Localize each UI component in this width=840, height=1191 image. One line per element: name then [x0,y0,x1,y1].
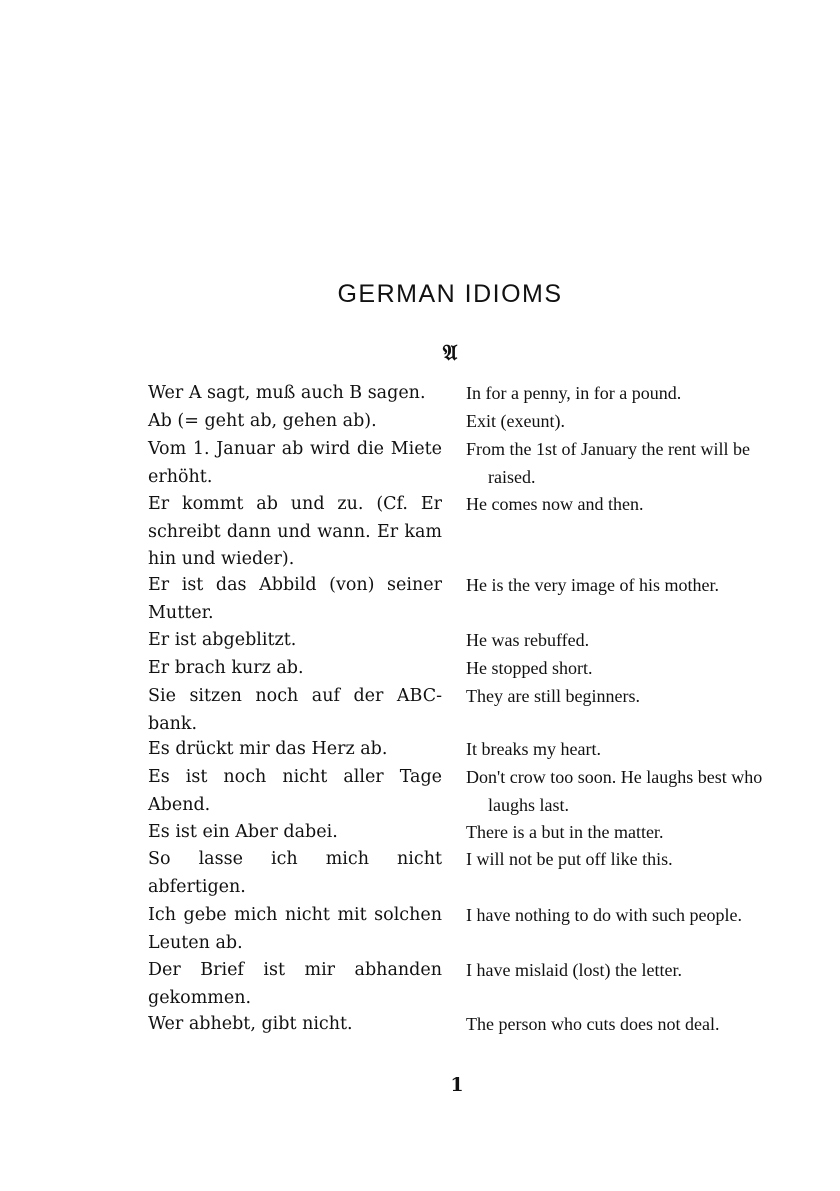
english-translation: Don't crow too soon. He laughs best who laughs last. [466,767,763,815]
english-translation: The person who cuts does not deal. [466,1014,720,1034]
english-translation: I have nothing to do with such people. [466,905,742,925]
page-number: 1 [450,1074,464,1096]
english-translation: Exit (exeunt). [466,411,565,431]
english-translation: He is the very image of his mother. [466,575,719,595]
german-idiom: Es ist ein Aber dabei. [148,822,338,842]
german-idiom: Es ist noch nicht aller Tage Abend. [148,767,442,815]
english-translation: He comes now and then. [466,494,644,514]
section-letter-heading: 𝔄 [442,340,458,366]
english-translation: From the 1st of January the rent will be raised. [466,439,750,487]
german-idiom: Ich gebe mich nicht mit solchen Leuten ab. [148,905,442,953]
german-idiom: Er brach kurz ab. [148,658,304,678]
english-translation: It breaks my heart. [466,739,601,759]
german-idiom: Er kommt ab und zu. (Cf. Er schreibt dann und wann. Er kam hin und wieder). [148,494,442,569]
english-translation: I have mislaid (lost) the letter. [466,960,682,980]
english-translation: He stopped short. [466,658,593,678]
german-idiom: Vom 1. Januar ab wird die Miete erhöht. [148,439,442,487]
page-title: GERMAN IDIOMS [337,280,563,308]
german-idiom: Er ist das Abbild (von) seiner Mutter. [148,575,442,623]
german-idiom: Sie sitzen noch auf der ABC-bank. [148,686,442,734]
english-translation: In for a penny, in for a pound. [466,383,682,403]
english-translation: He was rebuffed. [466,630,590,650]
german-idiom: Wer abhebt, gibt nicht. [148,1014,353,1034]
english-translation: They are still beginners. [466,686,640,706]
german-idiom: Wer A sagt, muß auch B sagen. [148,383,426,403]
german-idiom: So lasse ich mich nicht abfertigen. [148,849,442,897]
german-idiom: Es drückt mir das Herz ab. [148,739,388,759]
german-idiom: Der Brief ist mir abhanden gekommen. [148,960,442,1008]
english-translation: I will not be put off like this. [466,849,673,869]
german-idiom: Ab (= geht ab, gehen ab). [148,411,377,431]
german-idiom: Er ist abgeblitzt. [148,630,297,650]
english-translation: There is a but in the matter. [466,822,664,842]
